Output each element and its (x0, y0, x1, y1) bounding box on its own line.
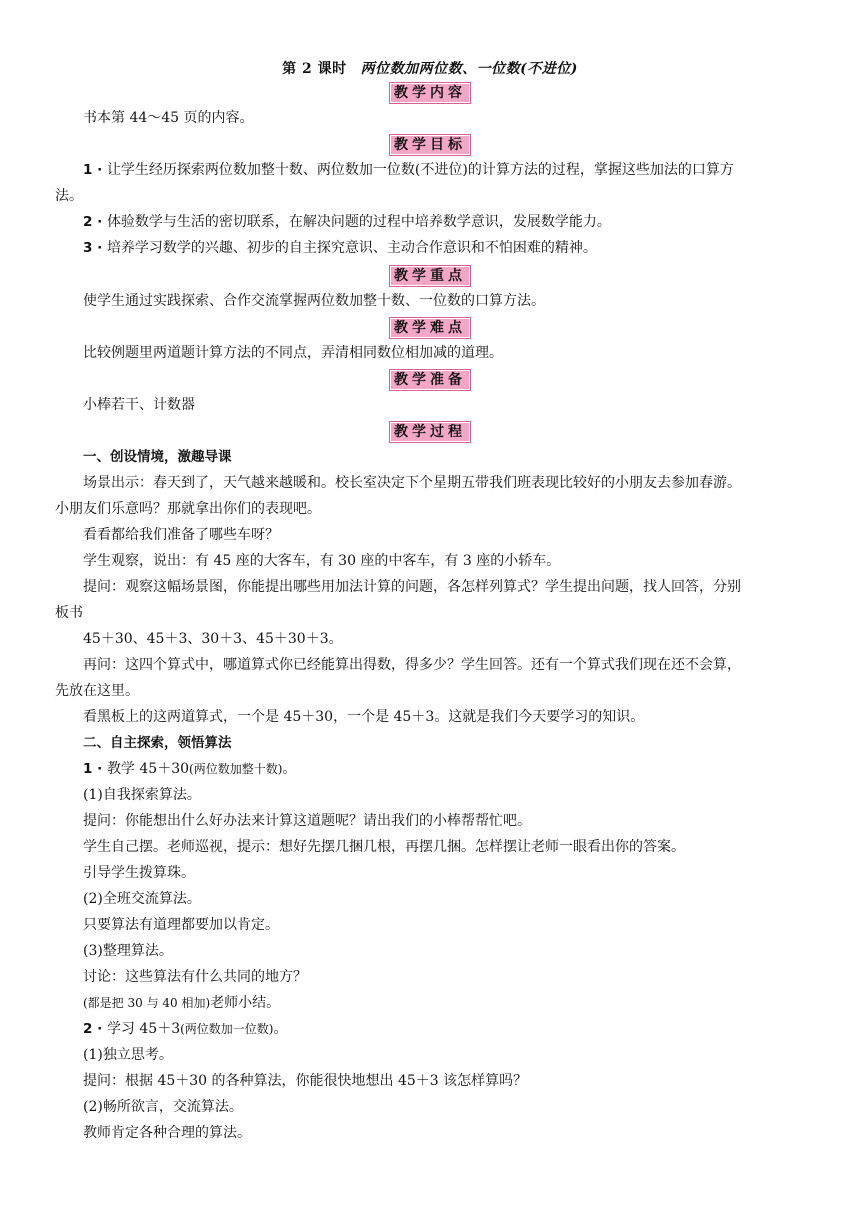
section-badge-content (0, 82, 860, 104)
badge-label: 教学过程 (389, 421, 471, 443)
task-1-heading: 1 · 教学 45＋30(两位数加整十数)。 (83, 761, 297, 777)
paragraph: (1)独立思考。 (83, 1047, 173, 1063)
paragraph: 学生自己摆。老师巡视，提示：想好先摆几捆几根，再摆几捆。怎样摆让老师一眼看出你的答案。 (83, 839, 685, 855)
paragraph: 提问：你能想出什么好办法来计算这道题呢？请出我们的小棒帮帮忙吧。 (83, 813, 531, 829)
goal-2: 2 · 体验数学与生活的密切联系，在解决问题的过程中培养数学意识，发展数学能力。 (83, 214, 611, 230)
prep-text: 小棒若干、计数器 (83, 397, 195, 413)
lesson-topic: 两位数加两位数、一位数(不进位) (360, 61, 578, 77)
paragraph: (都是把 30 与 40 相加)老师小结。 (83, 995, 281, 1011)
paragraph: 提问：根据 45＋30 的各种算法，你能很快地想出 45＋3 该怎样算吗？ (83, 1073, 528, 1089)
paragraph: 看黑板上的这两道算式，一个是 45＋30，一个是 45＋3。这就是我们今天要学习的知识。 (83, 709, 645, 725)
badge-label: 教学内容 (389, 82, 471, 104)
paragraph: 提问：观察这幅场景图，你能提出哪些用加法计算的问题，各怎样列算式？学生提出问题，找人回答，分别 (83, 579, 741, 595)
paragraph: 只要算法有道理都要加以肯定。 (83, 917, 279, 933)
paragraph: (2)畅所欲言，交流算法。 (83, 1099, 243, 1115)
lesson-number: 第 2 课时 (282, 61, 347, 77)
section-badge-difficult (0, 317, 860, 339)
paragraph: (2)全班交流算法。 (83, 891, 201, 907)
paragraph: (1)自我探索算法。 (83, 787, 201, 803)
paragraph: 再问：这四个算式中，哪道算式你已经能算出得数，得多少？学生回答。还有一个算式我们现在还不会算， (83, 657, 741, 673)
badge-label: 教学目标 (389, 134, 471, 156)
goal-3: 3 · 培养学习数学的兴趣、初步的自主探究意识、主动合作意识和不怕困难的精神。 (83, 240, 597, 256)
paragraph-cont: 小朋友们乐意吗？那就拿出你们的表现吧。 (55, 501, 321, 517)
goal-1: 1 · 让学生经历探索两位数加整十数、两位数加一位数(不进位)的计算方法的过程，掌握这些加法的口算方 (83, 162, 734, 178)
section-badge-key (0, 265, 860, 287)
paragraph: (3)整理算法。 (83, 943, 173, 959)
paragraph: 讨论：这些算法有什么共同的地方？ (83, 969, 307, 985)
paragraph: 学生观察，说出：有 45 座的大客车，有 30 座的中客车，有 3 座的小轿车。 (83, 553, 561, 569)
paragraph: 教师肯定各种合理的算法。 (83, 1125, 251, 1141)
paragraph: 看看都给我们准备了哪些车呀？ (83, 527, 279, 543)
paragraph: 场景出示：春天到了，天气越来越暖和。校长室决定下个星期五带我们班表现比较好的小朋友去参加春游。 (83, 475, 741, 491)
section-badge-prep (0, 369, 860, 391)
goal-1-cont: 法。 (55, 188, 83, 204)
badge-label: 教学重点 (389, 265, 471, 287)
section-badge-process (0, 421, 860, 443)
badge-label: 教学准备 (389, 369, 471, 391)
lesson-title (0, 58, 860, 78)
section-2-heading: 二、自主探索，领悟算法 (83, 735, 232, 751)
paragraph-cont: 先放在这里。 (55, 683, 139, 699)
badge-label: 教学难点 (389, 317, 471, 339)
paragraph-cont: 板书 (55, 605, 83, 621)
difficult-text: 比较例题里两道题计算方法的不同点，弄清相同数位相加减的道理。 (83, 345, 503, 361)
key-text: 使学生通过实践探索、合作交流掌握两位数加整十数、一位数的口算方法。 (83, 293, 545, 309)
paragraph: 45＋30、45＋3、30＋3、45＋30＋3。 (83, 631, 343, 647)
section-badge-goals (0, 134, 860, 156)
section-1-heading: 一、创设情境，激趣导课 (83, 449, 232, 465)
paragraph: 引导学生拨算珠。 (83, 865, 195, 881)
task-2-heading: 2 · 学习 45＋3(两位数加一位数)。 (83, 1021, 288, 1037)
content-text: 书本第 44～45 页的内容。 (83, 110, 254, 126)
